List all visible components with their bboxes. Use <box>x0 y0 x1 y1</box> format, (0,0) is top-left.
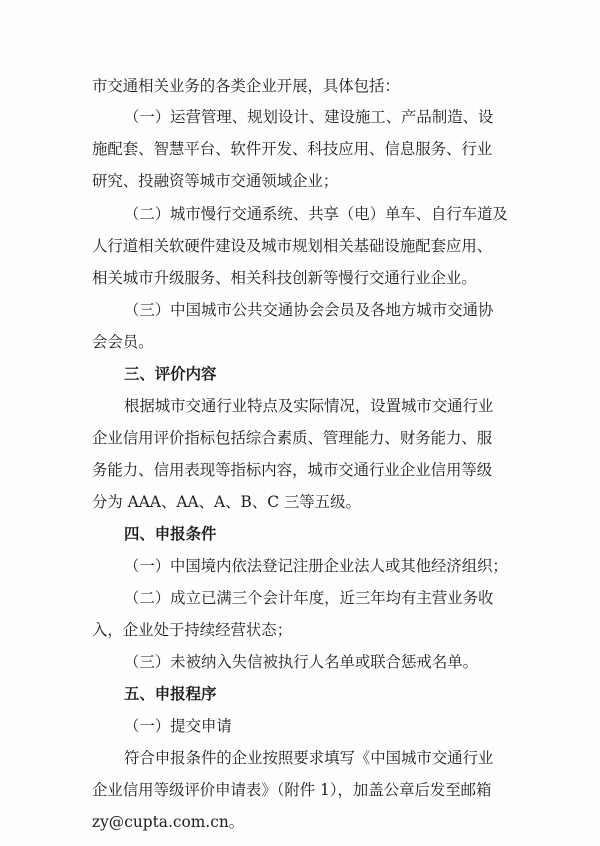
list-item-line: （二）成立已满三个会计年度，近三年均有主营业务收 <box>124 589 494 607</box>
list-item-line: （一）中国境内依法登记注册企业法人或其他经济组织； <box>124 557 508 575</box>
body-text-line: 企业信用等级评价申请表》（附件 1），加盖公章后发至邮箱 <box>92 781 492 799</box>
list-item-line: （三）未被纳入失信被执行人名单或联合惩戒名单。 <box>124 653 478 671</box>
body-text-line: 符合申报条件的企业按照要求填写《中国城市交通行业 <box>124 749 494 767</box>
body-text-line: 根据城市交通行业特点及实际情况，设置城市交通行业 <box>124 397 494 415</box>
body-text-line: 入，企业处于持续经营状态； <box>92 621 293 639</box>
body-text-line: 市交通相关业务的各类企业开展，具体包括： <box>92 77 400 95</box>
body-text-line: 分为 AAA、AA、A、B、C 三等五级。 <box>92 493 361 511</box>
body-text-line: 相关城市升级服务、相关科技创新等慢行交通行业企业。 <box>92 269 477 287</box>
list-item-line: （二）城市慢行交通系统、共享（电）单车、自行车道及 <box>124 205 508 223</box>
list-item-line: （一）运营管理、规划设计、建设施工、产品制造、设 <box>124 108 494 126</box>
section-heading: 三、评价内容 <box>124 365 217 383</box>
body-text-line: 人行道相关软硬件建设及城市规划相关基础设施配套应用、 <box>92 237 493 255</box>
email-address-line: zy@cupta.com.cn。 <box>92 813 245 831</box>
body-text-line: 施配套、智慧平台、软件开发、科技应用、信息服务、行业 <box>92 140 493 158</box>
body-text-line: 研究、投融资等城市交通领域企业； <box>92 172 339 190</box>
section-heading: 四、申报条件 <box>124 525 217 543</box>
body-text-line: 会会员。 <box>92 333 154 351</box>
body-text-line: 务能力、信用表现等指标内容，城市交通行业企业信用等级 <box>92 461 493 479</box>
list-item-line: （三）中国城市公共交通协会会员及各地方城市交通协 <box>124 301 494 319</box>
body-text-line: 企业信用评价指标包括综合素质、管理能力、财务能力、服 <box>92 429 493 447</box>
sub-heading: （一）提交申请 <box>124 717 232 735</box>
section-heading: 五、申报程序 <box>124 685 217 703</box>
